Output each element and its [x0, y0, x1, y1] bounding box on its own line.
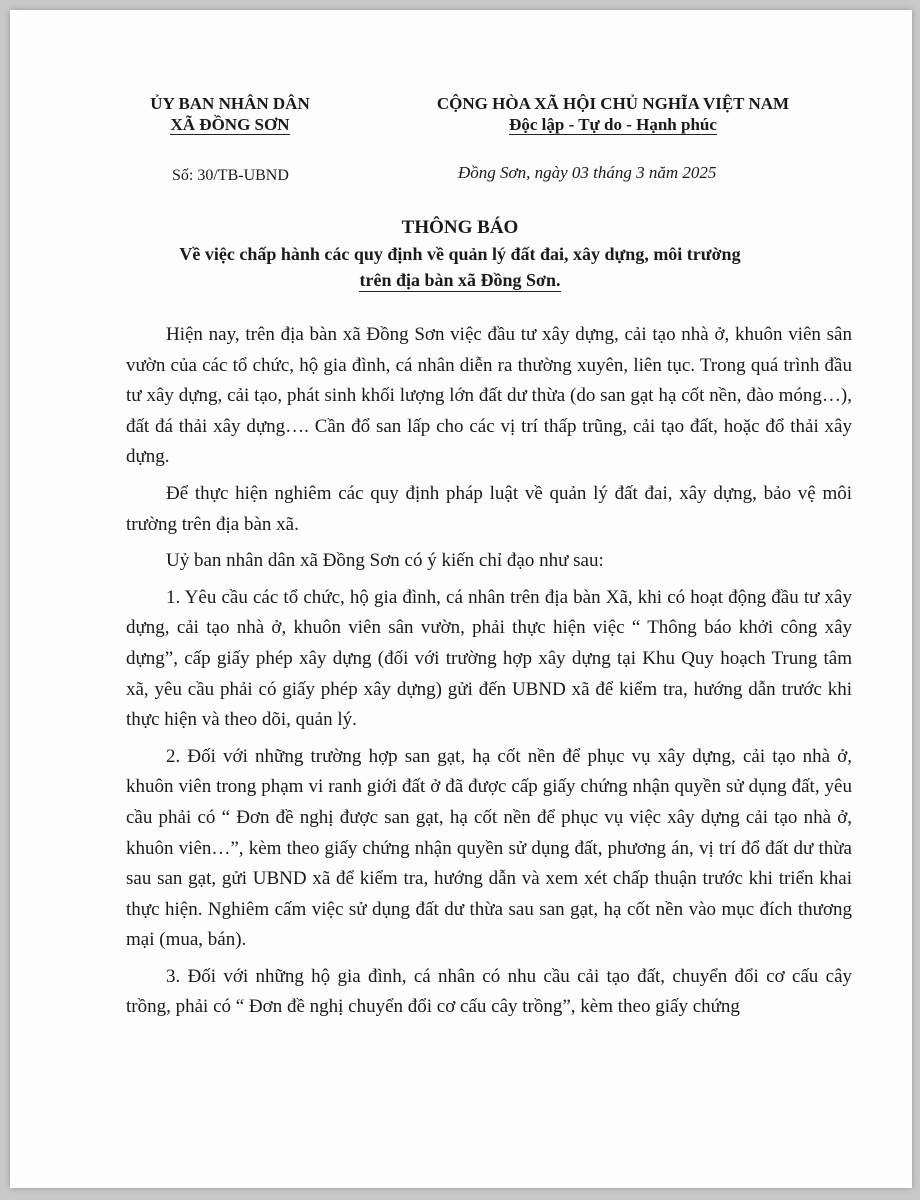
document-body [126, 320, 852, 1029]
paragraph-intro: Hiện nay, trên địa bàn xã Đồng Sơn việc đầu tư xây dựng, cải tạo nhà ở, khuôn viên sân vườn của các tổ chức, hộ gia đình, cá nhân diễn ra thường xuyên, liên tục. Trong quá trình đầu tư xây dựng, cải tạo, phát sinh khối lượng lớn đất dư thừa (do san gạt hạ cốt nền, đào móng…), đất đá thải xây dựng…. Cần đổ san lấp cho các vị trí thấp trũng, cải tạo đất, hoặc đổ thải xây dựng. [126, 324, 852, 468]
paragraph-item-1: 1. Yêu cầu các tổ chức, hộ gia đình, cá nhân trên địa bàn Xã, khi có hoạt động đầu tư xây dựng, cải tạo nhà ở, khuôn viên sân vườn, phải thực hiện việc “ Thông báo khởi công xây dựng”, cấp giấy phép xây dựng (đối với trường hợp xây dựng tại Khu Quy hoạch Trung tâm xã, yêu cầu phải có giấy phép xây dựng) gửi đến UBND xã để kiểm tra, hướng dẫn trước khi thực hiện và theo dõi, quản lý. [126, 586, 852, 731]
national-motto: Độc lập - Tự do - Hạnh phúc [509, 115, 717, 134]
document-title [70, 215, 850, 293]
title-main: THÔNG BÁO [401, 217, 519, 238]
document-page [10, 10, 912, 1188]
national-title: CỘNG HÒA XÃ HỘI CHỦ NGHĨA VIỆT NAM [436, 94, 790, 113]
national-header [388, 93, 838, 135]
title-subject-line-1: Về việc chấp hành các quy định về quản lý đất đai, xây dựng, môi trường [179, 244, 741, 264]
place-and-date: Đồng Sơn, ngày 03 tháng 3 năm 2025 [458, 163, 717, 182]
authority-line-1: ỦY BAN NHÂN DÂN [150, 94, 310, 113]
authority-line-2: XÃ ĐỒNG SƠN [170, 115, 290, 134]
paragraph-directive-intro: Uỷ ban nhân dân xã Đồng Sơn có ý kiến chỉ đạo như sau: [166, 550, 604, 572]
paragraph-item-2: 2. Đối với những trường hợp san gạt, hạ cốt nền để phục vụ xây dựng, cải tạo nhà ở, khuôn viên trong phạm vi ranh giới đất ở đã được cấp giấy chứng nhận quyền sử dụng đất, yêu cầu phải có “ Đơn đề nghị được san gạt, hạ cốt nền để phục vụ việc xây dựng cải tạo nhà ở, khuôn viên…”, kèm theo giấy chứng nhận quyền sử dụng đất, phương án, vị trí đổ đất dư thừa sau san gạt, gửi UBND xã để kiểm tra, hướng dẫn và xem xét chấp thuận trước khi triển khai thực hiện. Nghiêm cấm việc sử dụng đất dư thừa sau san gạt, hạ cốt nền vào mục đích thương mại (mua, bán). [126, 745, 852, 951]
title-subject-line-2: trên địa bàn xã Đồng Sơn. [359, 270, 561, 290]
paragraph-purpose: Để thực hiện nghiêm các quy định pháp luật về quản lý đất đai, xây dựng, bảo vệ môi trường trên địa bàn xã. [126, 482, 852, 535]
document-number: Số: 30/TB-UBND [172, 167, 289, 184]
issuing-authority [140, 93, 320, 135]
paragraph-item-3: 3. Đối với những hộ gia đình, cá nhân có nhu cầu cải tạo đất, chuyển đổi cơ cấu cây trồng, phải có “ Đơn đề nghị chuyển đổi cơ cấu cây trồng”, kèm theo giấy chứng [126, 965, 852, 1018]
